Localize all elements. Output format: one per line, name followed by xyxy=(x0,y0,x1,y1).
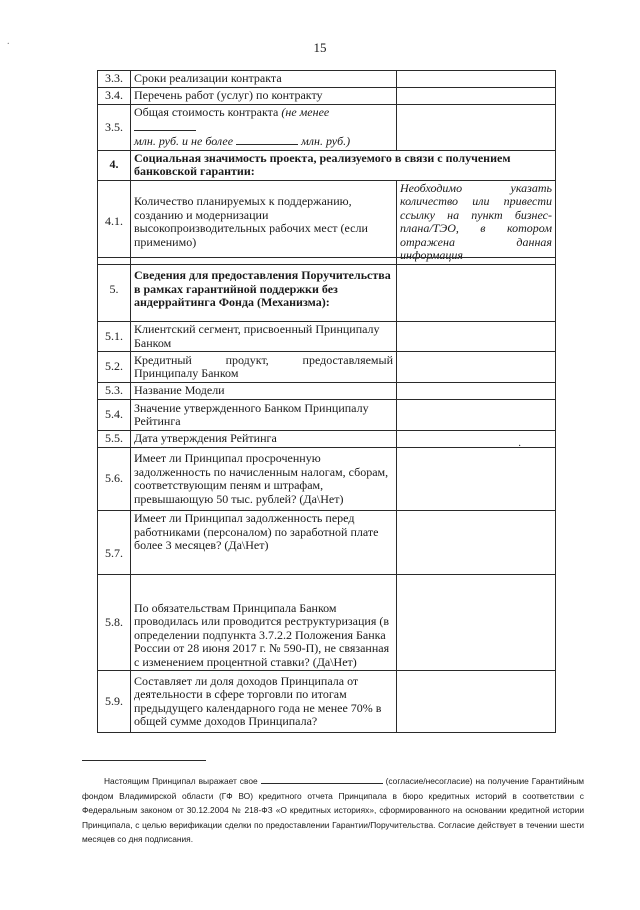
value-cell[interactable] xyxy=(397,322,556,352)
row-number: 5.6. xyxy=(98,448,131,511)
row-label: Дата утверждения Рейтинга xyxy=(131,431,397,448)
row-number: 5.7. xyxy=(98,511,131,575)
row-label: Сроки реализации контракта xyxy=(131,71,397,88)
value-cell[interactable] xyxy=(397,258,556,322)
value-cell[interactable] xyxy=(397,383,556,400)
table-row xyxy=(98,431,556,448)
row-label: Название Модели xyxy=(131,383,397,400)
section-number: 5. xyxy=(98,258,131,322)
consent-footnote xyxy=(82,774,584,847)
row-label: Имеет ли Принципал задолженность перед работниками (персоналом) по заработной плате более 3 месяцев? (Да\Нет) xyxy=(131,511,397,575)
max-cost-blank[interactable] xyxy=(236,134,298,145)
value-cell[interactable] xyxy=(397,71,556,88)
value-cell[interactable] xyxy=(397,575,556,671)
value-cell[interactable] xyxy=(397,105,556,151)
row-number: 5.1. xyxy=(98,322,131,352)
table-row xyxy=(98,150,556,180)
section-number: 4. xyxy=(98,150,131,180)
row-label: Составляет ли доля доходов Принципала от деятельности в сфере торговли по итогам предыдущего календарного года не менее 70% в общей сумме доходов Принципала? xyxy=(131,671,397,733)
contract-cost-label: Общая стоимость контракта xyxy=(134,105,279,119)
row-number: 5.8. xyxy=(98,575,131,671)
row-number: 3.4. xyxy=(98,88,131,105)
table-row xyxy=(98,575,556,671)
row-number: 4.1. xyxy=(98,180,131,264)
stray-mark: · xyxy=(518,441,522,452)
section-heading: Социальная значимость проекта, реализуемого в связи с получением банковской гарантии: xyxy=(131,150,556,180)
footnote-text-start: Настоящим Принципал выражает свое xyxy=(104,776,258,786)
value-cell[interactable] xyxy=(397,431,556,448)
value-cell[interactable] xyxy=(397,88,556,105)
min-cost-label: (не менее xyxy=(281,105,330,119)
row-number: 5.5. xyxy=(98,431,131,448)
section-heading: Сведения для предоставления Поручительства в рамках гарантийной поддержки без андеррайтинга Фонда (Механизма): xyxy=(131,258,397,322)
row-label: Имеет ли Принципал просроченную задолженность по начисленным налогам, сборам, соответствующим пеням и штрафам, превышающую 50 тыс. рублей? (Да\Нет) xyxy=(131,448,397,511)
table-row xyxy=(98,400,556,431)
table-row xyxy=(98,383,556,400)
page-number: 15 xyxy=(313,40,327,55)
row-label: Перечень работ (услуг) по контракту xyxy=(131,88,397,105)
row-label: Клиентский сегмент, присвоенный Принципалу Банком xyxy=(131,322,397,352)
value-cell[interactable] xyxy=(397,352,556,383)
row-number: 3.3. xyxy=(98,71,131,88)
row-label: Количество планируемых к поддержанию, созданию и модернизации высокопроизводительных рабочих мест (если применимо) xyxy=(131,180,397,264)
row-label: Значение утвержденного Банком Принципалу Рейтинга xyxy=(131,400,397,431)
value-cell[interactable] xyxy=(397,671,556,733)
table-row xyxy=(98,180,556,264)
value-cell[interactable] xyxy=(397,511,556,575)
row-number: 5.9. xyxy=(98,671,131,733)
row-number: 5.2. xyxy=(98,352,131,383)
max-cost-label: млн. руб. и не более xyxy=(134,134,234,148)
row-number: 5.4. xyxy=(98,400,131,431)
table-row xyxy=(98,105,556,151)
instruction-note: Необходимо указать количество или привести ссылку на пункт бизнес-плана/ТЭО, в котором отражена данная информация xyxy=(397,180,556,264)
guarantee-info-table xyxy=(97,257,556,733)
row-label: По обязательствам Принципала Банком проводилась или проводится реструктуризация (в определении подпункта 3.7.2.2 Положения Банка России от 28 июня 2017 г. № 590-П), не связанная с изменением процентной ставки? (Да\Нет) xyxy=(131,575,397,671)
value-cell[interactable] xyxy=(397,448,556,511)
table-row xyxy=(98,671,556,733)
corner-mark: . xyxy=(7,36,10,47)
table-row xyxy=(98,322,556,352)
row-label: Кредитный продукт, предоставляемый Принципалу Банком xyxy=(131,352,397,383)
value-cell[interactable] xyxy=(397,400,556,431)
table-row xyxy=(98,88,556,105)
row-number: 5.3. xyxy=(98,383,131,400)
table-row xyxy=(98,71,556,88)
table-row xyxy=(98,352,556,383)
table-row xyxy=(98,448,556,511)
table-row xyxy=(98,511,556,575)
row-number: 3.5. xyxy=(98,105,131,151)
project-info-table xyxy=(97,70,556,265)
row-label xyxy=(131,105,397,151)
cost-unit-label: млн. руб.) xyxy=(301,134,351,148)
footnote-text-end: (согласие/несогласие) на получение Гарантийным фондом Владимирской области (ГФ ВО) кредитного отчета Принципала в бюро кредитных историй в соответствии с Федеральным законом от 30.12.2004 № 218-ФЗ «О кредитных историях», сформированного на основании кредитной истории Принципала, с целью верификации сделки по предоставлении Гарантии/Поручительства. Согласие действует в течении шести месяцев со дня подписания. xyxy=(82,776,585,845)
footnote-rule xyxy=(82,760,206,761)
min-cost-blank[interactable] xyxy=(134,120,196,131)
consent-blank[interactable] xyxy=(261,775,383,784)
table-row xyxy=(98,258,556,322)
